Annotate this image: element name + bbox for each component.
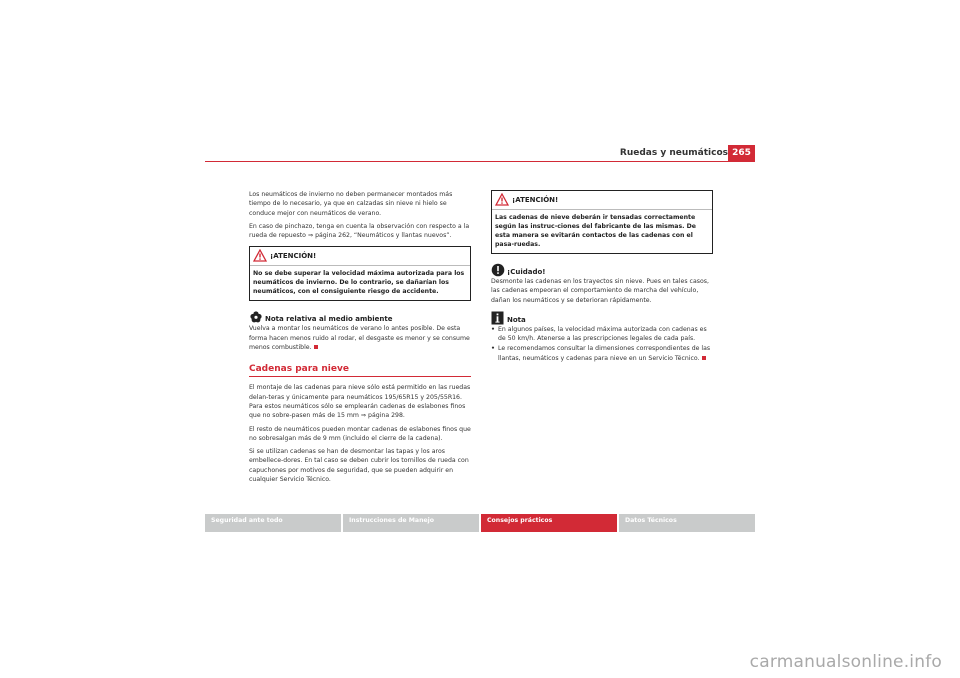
footer-tab-instrucciones[interactable]: Instrucciones de Manejo xyxy=(343,514,479,532)
list-item xyxy=(491,344,713,363)
environment-note-title: Nota relativa al medio ambiente xyxy=(265,315,393,324)
list-item-text xyxy=(498,344,713,363)
paragraph-text: El montaje de las cadenas para nieve sólo está permitido en las ruedas delan-teras y únicamente para neumáticos 195/65R15 y 205/55R16. Para estos neumáticos sólo se emplearán cadenas de eslabones finos que no sobre-pasen más de 15 mm xyxy=(249,384,471,420)
paragraph: El resto de neumáticos pueden montar cadenas de eslabones finos que no sobresalgan más de 9 mm (incluido el cierre de la cadena). xyxy=(249,425,471,442)
watermark-text: carmanualsonline.info xyxy=(749,652,942,672)
paragraph: Si se utilizan cadenas se han de desmontar las tapas y los aros embellece-dores. En tal caso se deben cubrir los tornillos de rueda con capuchones por motivos de seguridad, que se pueden adquirir en cualquier Servicio Técnico. xyxy=(249,448,469,484)
warning-triangle-icon xyxy=(253,249,267,262)
environment-note-header xyxy=(249,310,471,324)
page-reference-link[interactable]: ⇒ página 298. xyxy=(360,412,405,420)
warning-header xyxy=(250,247,470,266)
warning-body: Las cadenas de nieve deberán ir tensadas correctamente según las instruc-ciones del fabricante de las mismas. De esta manera se evitarán contactos de las cadenas con el pasa-ruedas. xyxy=(495,214,696,248)
warning-title: ¡ATENCIÓN! xyxy=(270,252,317,261)
section-divider xyxy=(249,376,471,377)
warning-title: ¡ATENCIÓN! xyxy=(512,196,559,204)
bullet-icon: • xyxy=(491,345,495,353)
right-column xyxy=(491,190,713,364)
caution-exclamation-icon xyxy=(491,263,505,277)
paragraph xyxy=(249,222,471,241)
caution-header xyxy=(491,263,713,277)
footer-tab-consejos-active[interactable]: Consejos prácticos xyxy=(481,514,617,532)
paragraph-text: En caso de pinchazo, tenga en cuenta la observación con respecto a la rueda de repuesto xyxy=(249,222,470,240)
environment-flower-icon xyxy=(249,310,263,324)
section-title: Cadenas para nieve xyxy=(249,364,349,375)
section-end-mark xyxy=(314,345,318,349)
warning-box xyxy=(491,190,713,254)
section-end-mark xyxy=(702,356,706,360)
bullet-icon: • xyxy=(491,325,495,333)
note-header xyxy=(491,311,713,325)
caution-title: ¡Cuidado! xyxy=(507,268,546,276)
list-item xyxy=(491,325,713,344)
list-item-text-content: Le recomendamos consultar la dimensiones correspondientes de las llantas, neumáticos y cadenas para nieve en un Servicio Técnico. xyxy=(498,345,711,362)
list-item-text: En algunos países, la velocidad máxima autorizada con cadenas es de 50 km/h. Atenerse a las prescripciones legales de cada país. xyxy=(498,325,707,343)
note-title: Nota xyxy=(507,315,526,324)
left-column xyxy=(249,190,471,488)
page-header-title: Ruedas y neumáticos xyxy=(619,148,728,158)
paragraph xyxy=(249,383,471,420)
page-number: 265 xyxy=(728,145,755,161)
warning-box xyxy=(249,246,471,301)
caution-body: Desmonte las cadenas en los trayectos sin nieve. Pues en tales casos, las cadenas empeoran el comportamiento de marcha del vehículo, dañan los neumáticos y se deterioran rápidamente. xyxy=(491,278,709,304)
environment-note-text: Vuelva a montar los neumáticos de verano lo antes posible. De esta forma hacen menos ruido al rodar, el desgaste es menor y se consume menos combustible. xyxy=(249,325,470,352)
footer-tab-seguridad[interactable]: Seguridad ante todo xyxy=(205,514,341,532)
warning-header xyxy=(492,191,712,210)
header-divider xyxy=(205,161,755,162)
note-document-icon xyxy=(491,311,504,325)
paragraph: Los neumáticos de invierno no deben permanecer montados más tiempo de lo necesario, ya que en calzadas sin nieve ni hielo se conduce mejor con neumáticos de verano. xyxy=(249,191,453,217)
page-reference-link[interactable]: ⇒ página 262, “Neumáticos y llantas nuevos”. xyxy=(307,232,452,240)
warning-triangle-icon xyxy=(495,193,509,206)
warning-body: No se debe superar la velocidad máxima autorizada para los neumáticos de invierno. De lo contrario, se dañarían los neumáticos, con el consiguiente riesgo de accidente. xyxy=(253,270,465,296)
environment-note-body xyxy=(249,324,471,352)
footer-tab-datos[interactable]: Datos Técnicos xyxy=(619,514,755,532)
